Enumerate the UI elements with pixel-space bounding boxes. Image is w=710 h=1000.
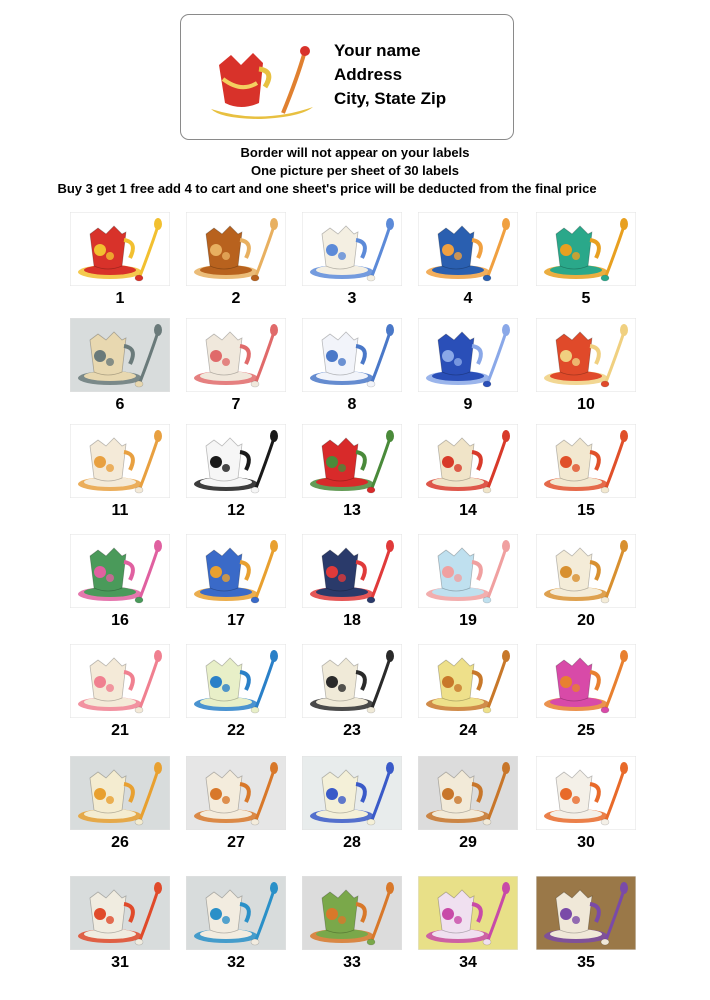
design-number: 8 bbox=[347, 396, 357, 413]
design-16 bbox=[70, 534, 170, 630]
design-number: 22 bbox=[227, 722, 245, 739]
blue-iris-cup-icon bbox=[302, 756, 402, 830]
design-3 bbox=[302, 212, 402, 308]
red-tulip-cup-icon bbox=[70, 212, 170, 286]
design-2 bbox=[186, 212, 286, 308]
design-number: 21 bbox=[111, 722, 129, 739]
design-11 bbox=[70, 424, 170, 520]
design-number: 33 bbox=[343, 954, 361, 971]
design-29 bbox=[418, 756, 518, 852]
city-state-zip-line: City, State Zip bbox=[334, 89, 447, 108]
yellow-orchid-cup-icon bbox=[70, 756, 170, 830]
design-number: 25 bbox=[577, 722, 595, 739]
design-number: 34 bbox=[459, 954, 477, 971]
design-32 bbox=[186, 876, 286, 972]
design-26 bbox=[70, 756, 170, 852]
peacock-tray-cup-icon bbox=[418, 876, 518, 950]
design-number: 18 bbox=[343, 612, 361, 629]
red-cup-icon bbox=[201, 39, 321, 125]
blue-cup-icon bbox=[418, 212, 518, 286]
design-5 bbox=[536, 212, 636, 308]
design-number: 13 bbox=[343, 502, 361, 519]
puppy-cup-icon bbox=[536, 876, 636, 950]
toucan-cup-icon bbox=[302, 644, 402, 718]
design-number: 20 bbox=[577, 612, 595, 629]
design-18 bbox=[302, 534, 402, 630]
design-22 bbox=[186, 644, 286, 740]
design-21 bbox=[70, 644, 170, 740]
design-number: 5 bbox=[581, 290, 591, 307]
design-13 bbox=[302, 424, 402, 520]
gold-butterfly-cup-icon bbox=[536, 534, 636, 608]
sample-label bbox=[180, 14, 514, 140]
light-blue-cup-icon bbox=[418, 534, 518, 608]
promo-note: Buy 3 get 1 free add 4 to cart and one sheet's price will be deducted from the final price bbox=[57, 181, 597, 196]
design-number: 24 bbox=[459, 722, 477, 739]
address-block bbox=[334, 39, 446, 111]
name-line: Your name bbox=[334, 41, 421, 60]
design-24 bbox=[418, 644, 518, 740]
design-27 bbox=[186, 756, 286, 852]
design-number: 32 bbox=[227, 954, 245, 971]
design-14 bbox=[418, 424, 518, 520]
black-white-cup-icon bbox=[186, 424, 286, 498]
design-number: 2 bbox=[231, 290, 241, 307]
pink-blossom-cup-icon bbox=[70, 644, 170, 718]
design-33 bbox=[302, 876, 402, 972]
green-hummingbird-cup-icon bbox=[70, 534, 170, 608]
cream-flower-cup-icon bbox=[536, 424, 636, 498]
design-1 bbox=[70, 212, 170, 308]
design-28 bbox=[302, 756, 402, 852]
green-blue-cup-icon bbox=[186, 644, 286, 718]
yellow-cup-icon bbox=[418, 644, 518, 718]
design-number: 15 bbox=[577, 502, 595, 519]
design-25 bbox=[536, 644, 636, 740]
design-number: 35 bbox=[577, 954, 595, 971]
design-35 bbox=[536, 876, 636, 972]
design-number: 27 bbox=[227, 834, 245, 851]
design-20 bbox=[536, 534, 636, 630]
red-bird-cup-icon bbox=[536, 318, 636, 392]
green-squirrel-cup-icon bbox=[302, 876, 402, 950]
blue-bird-cup-icon bbox=[302, 212, 402, 286]
design-6 bbox=[70, 318, 170, 414]
design-number: 3 bbox=[347, 290, 357, 307]
design-7 bbox=[186, 318, 286, 414]
design-number: 9 bbox=[463, 396, 473, 413]
design-number: 10 bbox=[577, 396, 595, 413]
cream-rose-cup-icon bbox=[418, 424, 518, 498]
design-number: 31 bbox=[111, 954, 129, 971]
sheet-note: One picture per sheet of 30 labels bbox=[250, 163, 460, 178]
design-15 bbox=[536, 424, 636, 520]
design-number: 28 bbox=[343, 834, 361, 851]
squirrel-cup-icon bbox=[418, 756, 518, 830]
blue-dolphin-cup-icon bbox=[418, 318, 518, 392]
design-23 bbox=[302, 644, 402, 740]
design-19 bbox=[418, 534, 518, 630]
orange-butterfly-cup-icon bbox=[186, 756, 286, 830]
design-number: 14 bbox=[459, 502, 477, 519]
blue-lily-cup-icon bbox=[186, 534, 286, 608]
parrot-cup-icon bbox=[302, 534, 402, 608]
blue-flower-cup-icon bbox=[302, 318, 402, 392]
brown-cup-icon bbox=[186, 212, 286, 286]
design-number: 12 bbox=[227, 502, 245, 519]
pink-flower-cup-icon bbox=[186, 318, 286, 392]
design-number: 19 bbox=[459, 612, 477, 629]
purple-pink-cup-icon bbox=[536, 644, 636, 718]
border-note: Border will not appear on your labels bbox=[240, 145, 470, 160]
instructions bbox=[0, 144, 710, 198]
design-31 bbox=[70, 876, 170, 972]
design-number: 11 bbox=[111, 502, 129, 519]
design-number: 30 bbox=[577, 834, 595, 851]
design-number: 4 bbox=[463, 290, 473, 307]
design-9 bbox=[418, 318, 518, 414]
peacock-cup-icon bbox=[536, 212, 636, 286]
design-4 bbox=[418, 212, 518, 308]
grey-cup-icon bbox=[70, 318, 170, 392]
design-number: 6 bbox=[115, 396, 125, 413]
design-number: 17 bbox=[227, 612, 245, 629]
design-30 bbox=[536, 756, 636, 852]
lily-cup-icon bbox=[70, 424, 170, 498]
green-red-cup-icon bbox=[70, 876, 170, 950]
blue-butterfly-cup-icon bbox=[186, 876, 286, 950]
design-10 bbox=[536, 318, 636, 414]
design-number: 26 bbox=[111, 834, 129, 851]
design-number: 7 bbox=[231, 396, 241, 413]
design-number: 1 bbox=[115, 290, 125, 307]
design-8 bbox=[302, 318, 402, 414]
design-number: 23 bbox=[343, 722, 361, 739]
red-rose-cup-icon bbox=[302, 424, 402, 498]
design-12 bbox=[186, 424, 286, 520]
design-17 bbox=[186, 534, 286, 630]
orange-lily-cup-icon bbox=[536, 756, 636, 830]
design-34 bbox=[418, 876, 518, 972]
design-number: 29 bbox=[459, 834, 477, 851]
address-line: Address bbox=[334, 65, 403, 84]
design-number: 16 bbox=[111, 612, 129, 629]
